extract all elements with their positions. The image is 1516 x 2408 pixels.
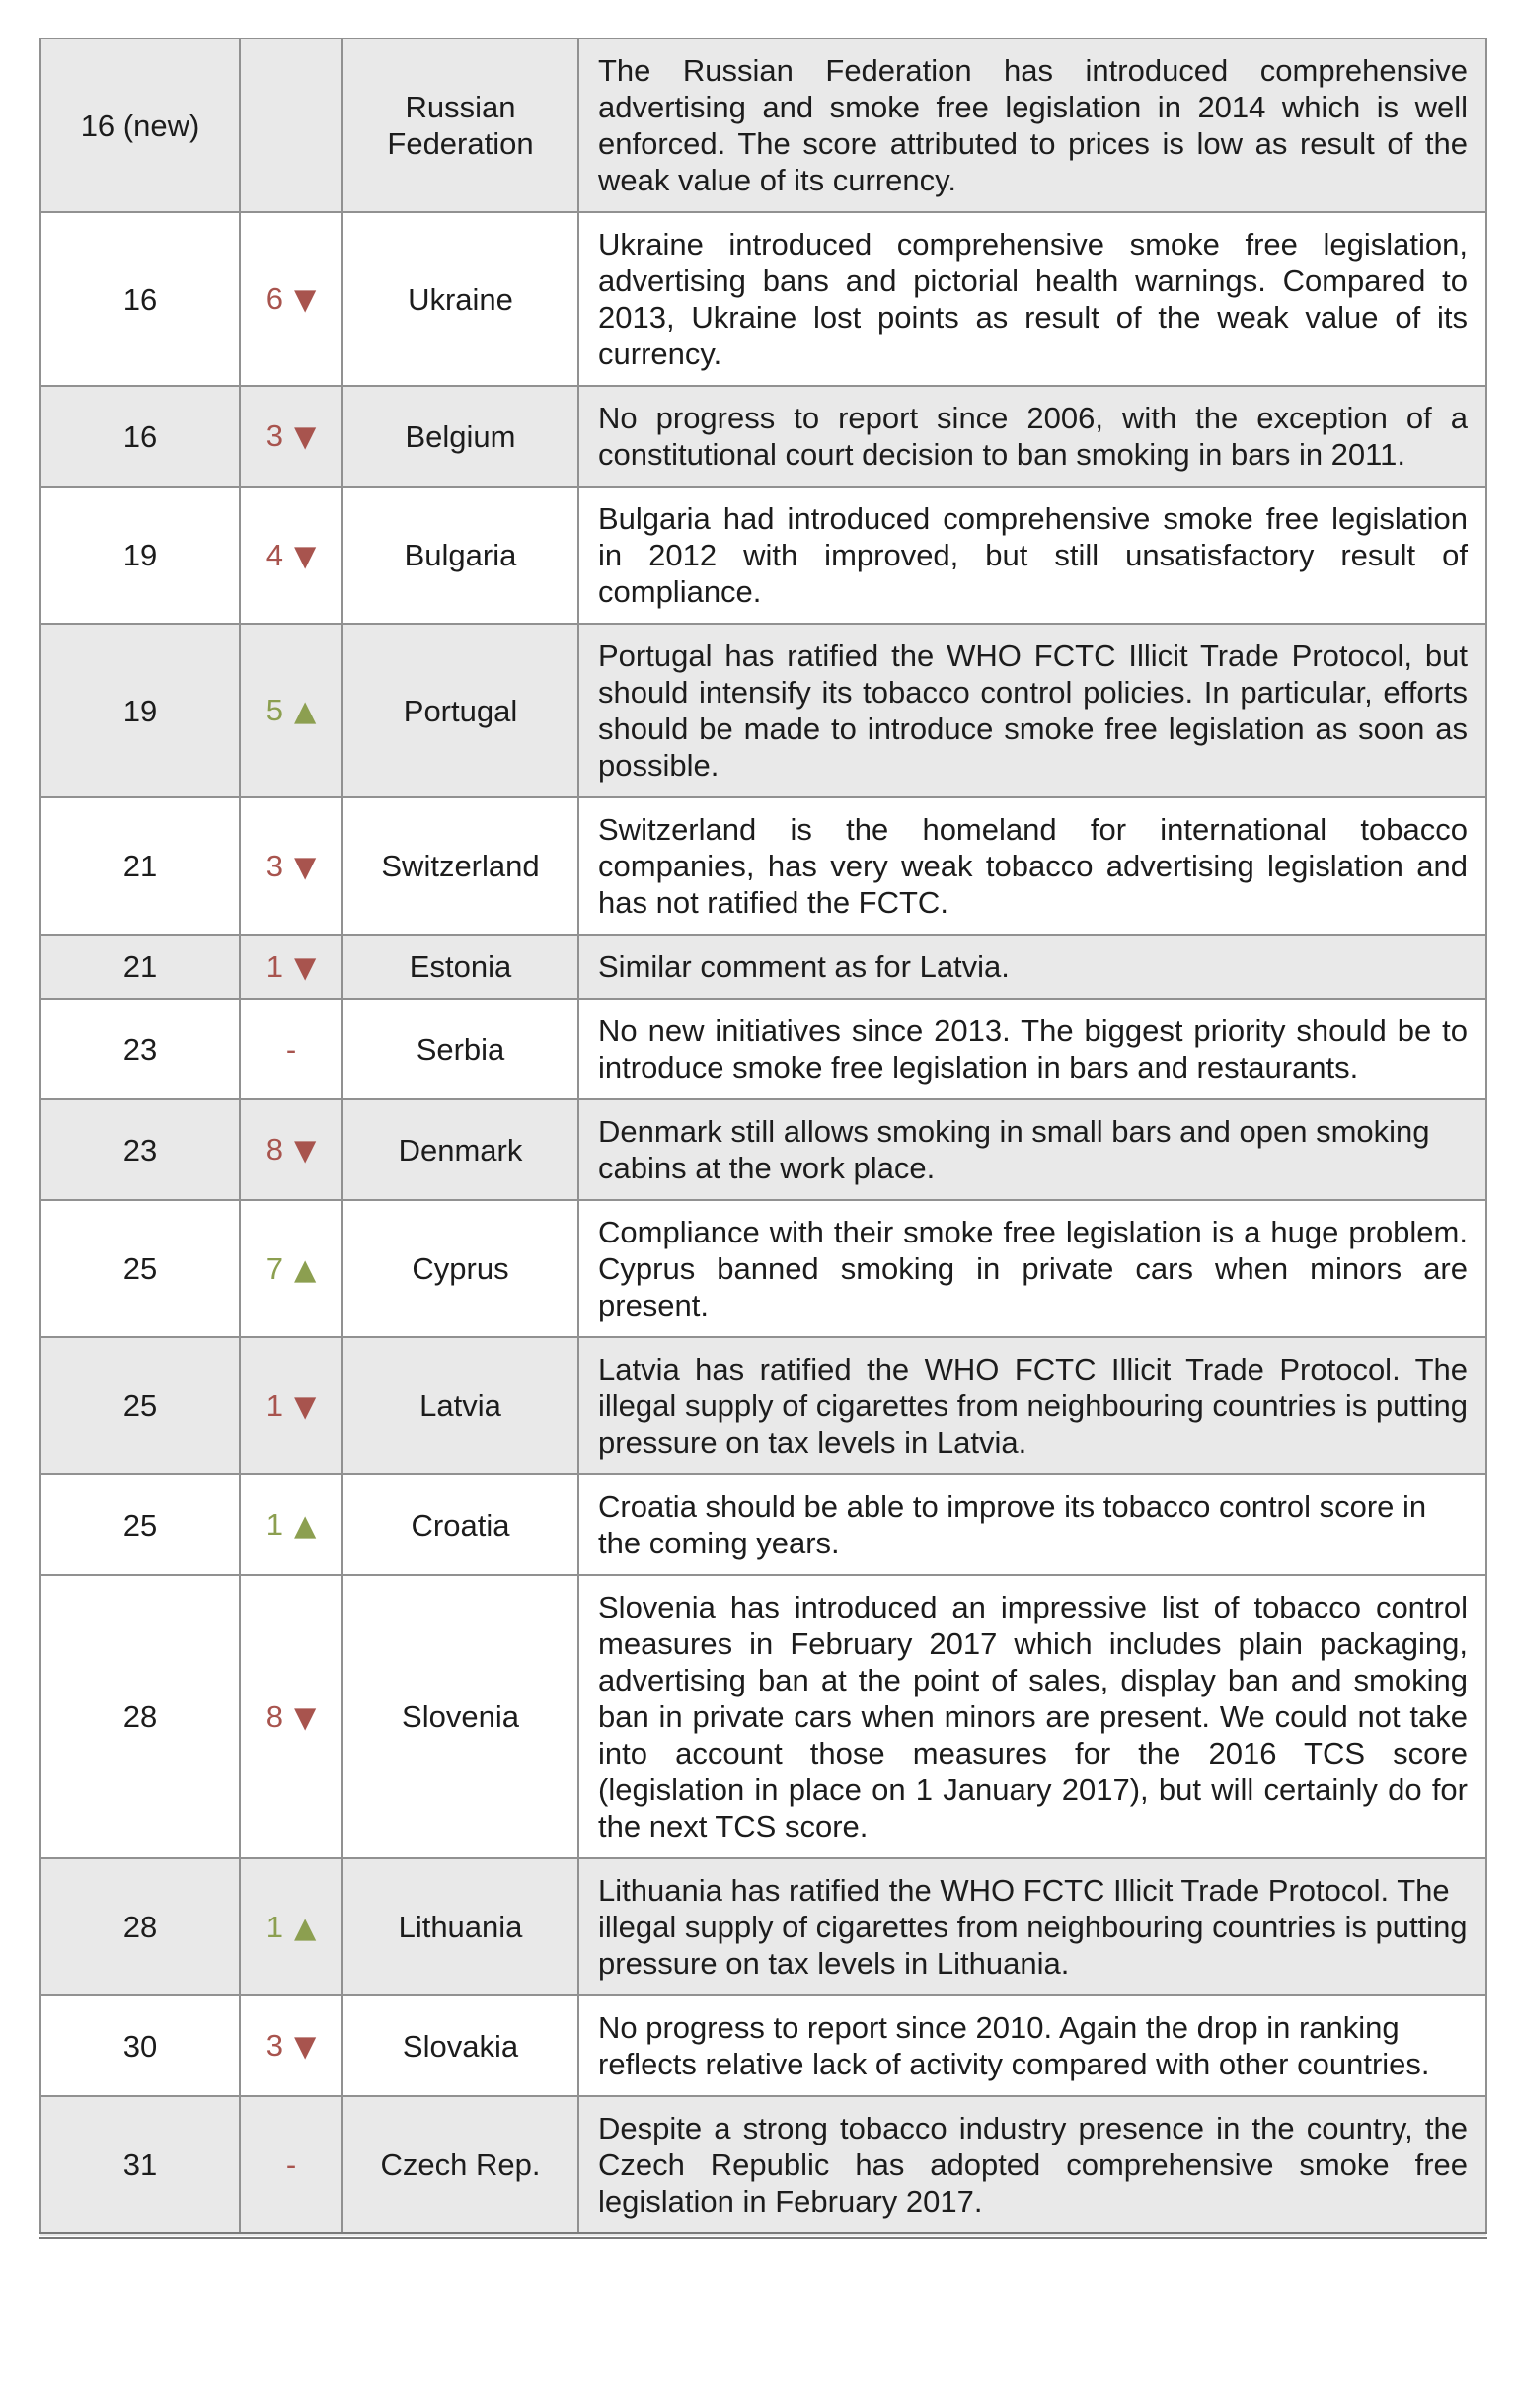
change-cell bbox=[240, 935, 342, 999]
comment-cell: Switzerland is the homeland for international tobacco companies, has very weak tobacco advertising legislation and has not ratified the FCTC. bbox=[578, 797, 1486, 935]
change-value: 6 bbox=[265, 281, 283, 316]
country-cell: Belgium bbox=[342, 386, 578, 487]
change-value: 1 bbox=[265, 1909, 283, 1944]
rank-cell: 16 bbox=[40, 212, 240, 386]
rank-cell: 16 bbox=[40, 386, 240, 487]
change-cell bbox=[240, 1858, 342, 1995]
comment-cell: No progress to report since 2006, with the exception of a constitutional court decision to ban smoking in bars in 2011. bbox=[578, 386, 1486, 487]
rank-cell: 30 bbox=[40, 1995, 240, 2096]
table-row bbox=[40, 1858, 1486, 1995]
table-row bbox=[40, 1337, 1486, 1474]
rank-cell: 25 bbox=[40, 1474, 240, 1575]
down-arrow-icon: ▼ bbox=[293, 538, 317, 572]
table-row bbox=[40, 1575, 1486, 1858]
table-row bbox=[40, 1995, 1486, 2096]
down-arrow-icon: ▼ bbox=[293, 1133, 317, 1166]
change-cell bbox=[240, 1337, 342, 1474]
change-value: 8 bbox=[265, 1132, 283, 1166]
change-cell bbox=[240, 38, 342, 212]
change-cell bbox=[240, 386, 342, 487]
change-cell bbox=[240, 1200, 342, 1337]
rank-cell: 31 bbox=[40, 2096, 240, 2236]
comment-cell: Portugal has ratified the WHO FCTC Illicit Trade Protocol, but should intensify its tobacco control policies. In particular, efforts should be made to introduce smoke free legislation as soon as possible. bbox=[578, 624, 1486, 797]
comment-cell: Lithuania has ratified the WHO FCTC Illicit Trade Protocol. The illegal supply of cigarettes from neighbouring countries is putting pressure on tax levels in Lithuania. bbox=[578, 1858, 1486, 1995]
country-cell: Estonia bbox=[342, 935, 578, 999]
down-arrow-icon: ▼ bbox=[293, 1699, 317, 1734]
country-cell: Cyprus bbox=[342, 1200, 578, 1337]
up-arrow-icon: ▲ bbox=[293, 1508, 317, 1542]
comment-cell: The Russian Federation has introduced comprehensive advertising and smoke free legislation in 2014 which is well enforced. The score attributed to prices is low as result of the weak value of its currency. bbox=[578, 38, 1486, 212]
comment-cell: Croatia should be able to improve its tobacco control score in the coming years. bbox=[578, 1474, 1486, 1575]
rank-cell: 19 bbox=[40, 624, 240, 797]
table-row bbox=[40, 2096, 1486, 2236]
ranking-table bbox=[39, 38, 1487, 2239]
rank-cell: 21 bbox=[40, 935, 240, 999]
table-row bbox=[40, 487, 1486, 624]
change-cell bbox=[240, 1995, 342, 2096]
comment-cell: No new initiatives since 2013. The biggest priority should be to introduce smoke free legislation in bars and restaurants. bbox=[578, 999, 1486, 1099]
comment-cell: Compliance with their smoke free legislation is a huge problem. Cyprus banned smoking in private cars when minors are present. bbox=[578, 1200, 1486, 1337]
comment-cell: Slovenia has introduced an impressive list of tobacco control measures in February 2017 which includes plain packaging, advertising ban at the point of sales, display ban and smoking ban in private cars when minors are present. We could not take into account those measures for the 2016 TCS score (legislation in place on 1 January 2017), but will certainly do for the next TCS score. bbox=[578, 1575, 1486, 1858]
country-cell: Croatia bbox=[342, 1474, 578, 1575]
change-value: 1 bbox=[265, 1388, 283, 1423]
down-arrow-icon: ▼ bbox=[293, 849, 317, 883]
down-arrow-icon: ▼ bbox=[293, 2029, 317, 2063]
comment-cell: Denmark still allows smoking in small bars and open smoking cabins at the work place. bbox=[578, 1099, 1486, 1200]
table-row bbox=[40, 797, 1486, 935]
table-row bbox=[40, 1099, 1486, 1200]
table-row bbox=[40, 935, 1486, 999]
change-value: 8 bbox=[265, 1698, 283, 1734]
change-value: 3 bbox=[265, 848, 283, 883]
comment-cell: Ukraine introduced comprehensive smoke free legislation, advertising bans and pictorial health warnings. Compared to 2013, Ukraine lost points as result of the weak value of its currency. bbox=[578, 212, 1486, 386]
comment-cell: No progress to report since 2010. Again the drop in ranking reflects relative lack of activity compared with other countries. bbox=[578, 1995, 1486, 2096]
change-value: 1 bbox=[265, 948, 283, 984]
change-cell bbox=[240, 1474, 342, 1575]
country-cell: Latvia bbox=[342, 1337, 578, 1474]
rank-cell: 28 bbox=[40, 1858, 240, 1995]
table-row bbox=[40, 386, 1486, 487]
change-cell bbox=[240, 1575, 342, 1858]
change-cell bbox=[240, 212, 342, 386]
rank-cell: 25 bbox=[40, 1200, 240, 1337]
country-cell: Portugal bbox=[342, 624, 578, 797]
change-cell bbox=[240, 624, 342, 797]
country-cell: Ukraine bbox=[342, 212, 578, 386]
table-row bbox=[40, 1474, 1486, 1575]
table-row bbox=[40, 624, 1486, 797]
country-cell: Slovakia bbox=[342, 1995, 578, 2096]
comment-cell: Despite a strong tobacco industry presence in the country, the Czech Republic has adopted comprehensive smoke free legislation in February 2017. bbox=[578, 2096, 1486, 2236]
comment-cell: Bulgaria had introduced comprehensive smoke free legislation in 2012 with improved, but still unsatisfactory result of compliance. bbox=[578, 487, 1486, 624]
country-cell: Slovenia bbox=[342, 1575, 578, 1858]
table-row bbox=[40, 1200, 1486, 1337]
rank-cell: 19 bbox=[40, 487, 240, 624]
change-cell bbox=[240, 487, 342, 624]
up-arrow-icon: ▲ bbox=[293, 694, 317, 727]
down-arrow-icon: ▼ bbox=[293, 949, 317, 984]
country-cell: Switzerland bbox=[342, 797, 578, 935]
table-row bbox=[40, 999, 1486, 1099]
table-row bbox=[40, 38, 1486, 212]
up-arrow-icon: ▲ bbox=[293, 1251, 317, 1286]
no-change-dash: - bbox=[285, 2147, 297, 2182]
down-arrow-icon: ▼ bbox=[293, 1389, 317, 1423]
change-value: 4 bbox=[265, 537, 283, 572]
no-change-dash: - bbox=[285, 1031, 297, 1067]
comment-cell: Similar comment as for Latvia. bbox=[578, 935, 1486, 999]
rank-cell: 16 (new) bbox=[40, 38, 240, 212]
country-cell: Russian Federation bbox=[342, 38, 578, 212]
country-cell: Czech Rep. bbox=[342, 2096, 578, 2236]
up-arrow-icon: ▲ bbox=[293, 1910, 317, 1944]
country-cell: Denmark bbox=[342, 1099, 578, 1200]
country-cell: Lithuania bbox=[342, 1858, 578, 1995]
change-cell bbox=[240, 2096, 342, 2236]
country-cell: Serbia bbox=[342, 999, 578, 1099]
change-cell bbox=[240, 999, 342, 1099]
rank-cell: 21 bbox=[40, 797, 240, 935]
change-cell bbox=[240, 1099, 342, 1200]
country-cell: Bulgaria bbox=[342, 487, 578, 624]
change-value: 7 bbox=[265, 1250, 283, 1286]
change-cell bbox=[240, 797, 342, 935]
change-value: 5 bbox=[265, 693, 283, 727]
rank-cell: 28 bbox=[40, 1575, 240, 1858]
down-arrow-icon: ▼ bbox=[293, 419, 317, 453]
change-value: 3 bbox=[265, 418, 283, 453]
comment-cell: Latvia has ratified the WHO FCTC Illicit Trade Protocol. The illegal supply of cigarettes from neighbouring countries is putting pressure on tax levels in Latvia. bbox=[578, 1337, 1486, 1474]
change-value: 3 bbox=[265, 2028, 283, 2063]
down-arrow-icon: ▼ bbox=[293, 282, 317, 316]
rank-cell: 25 bbox=[40, 1337, 240, 1474]
rank-cell: 23 bbox=[40, 1099, 240, 1200]
rank-cell: 23 bbox=[40, 999, 240, 1099]
table-row bbox=[40, 212, 1486, 386]
change-value: 1 bbox=[265, 1507, 283, 1542]
